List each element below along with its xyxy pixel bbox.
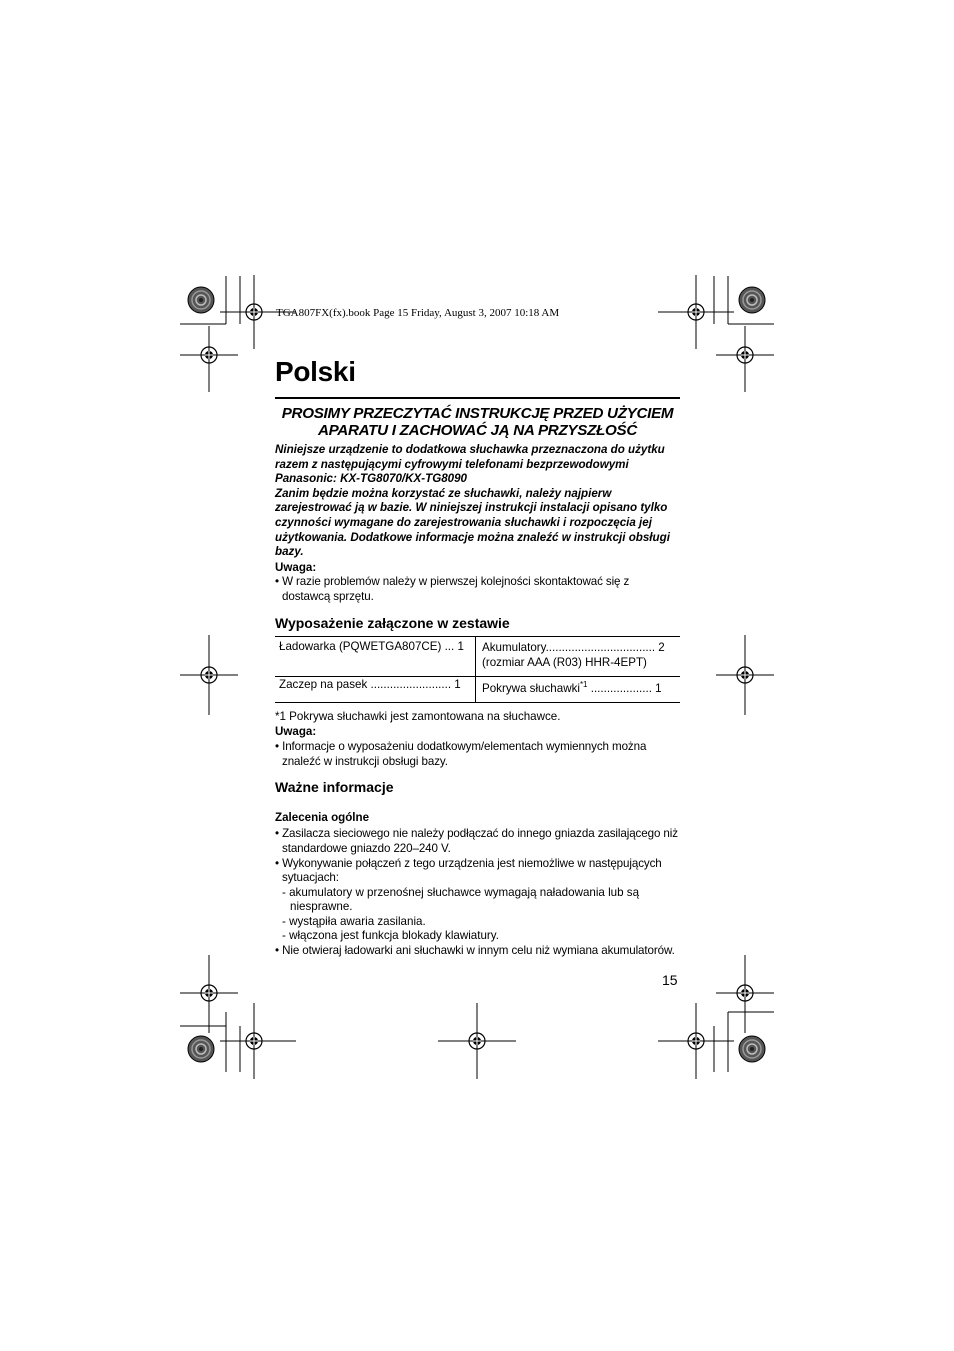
print-header: TGA807FX(fx).book Page 15 Friday, August 3, 2007 10:18 AM: [276, 307, 560, 319]
list-item: - wystąpiła awaria zasilania.: [282, 914, 426, 928]
table-row: [275, 677, 680, 702]
accessory-handset-cover-label: Pokrywa słuchawki: [482, 682, 580, 696]
accessory-handset-cover-qty: ................... 1: [587, 682, 662, 696]
accessories-table: [275, 636, 680, 703]
list-item: • Wykonywanie połączeń z tego urządzenia jest niemożliwe w następujących sytuacjach:: [275, 856, 662, 885]
headline-line-1: PROSIMY PRZECZYTAĆ INSTRUKCJĘ PRZED UŻYCIEM: [281, 405, 674, 422]
page-number: 15: [662, 972, 678, 988]
list-item: • Zasilacza sieciowego nie należy podłączać do innego gniazda zasilającego niż standardowe gniazdo 220–240 V.: [275, 827, 678, 855]
footnote-ref: *1: [579, 680, 588, 690]
table-row: [275, 637, 680, 677]
note-text: • W razie problemów należy w pierwszej kolejności skontaktować się z dostawcą sprzętu.: [275, 575, 630, 603]
note-label: Uwaga:: [275, 725, 317, 739]
note-label: Uwaga:: [275, 560, 317, 574]
accessory-handset-cover: [476, 677, 681, 702]
list-item: - akumulatory w przenośnej słuchawce wymagają naładowania lub są niesprawne.: [282, 885, 640, 914]
list-item: - włączona jest funkcja blokady klawiatury.: [282, 929, 499, 943]
page-content: [275, 405, 680, 959]
page-title: Polski: [275, 356, 356, 387]
accessory-charger: Ładowarka (PQWETGA807CE) ... 1: [275, 637, 476, 677]
general-recommendations-heading: Zalecenia ogólne: [275, 810, 370, 824]
accessory-batteries: [476, 637, 681, 677]
footnote: *1 Pokrywa słuchawki jest zamontowana na słuchawce.: [275, 709, 561, 723]
intro-paragraph-2: Zanim będzie można korzystać ze słuchawki, należy najpierw zarejestrować ją w bazie. W niniejszej instrukcji instalacji opisano tylko czynności wymagane do zarejestrowania słuchawki i rozpoczęcia jej użytkowania. Dodatkowe informacje można znaleźć w instrukcji obsługi bazy.: [275, 486, 670, 559]
accessory-batteries-spec: (rozmiar AAA (R03) HHR-4EPT): [482, 655, 647, 669]
headline: [275, 405, 680, 439]
headline-line-2: APARATU I ZACHOWAĆ JĄ NA PRZYSZŁOŚĆ: [317, 422, 638, 439]
important-heading: Ważne informacje: [275, 779, 394, 796]
accessory-batteries-label: Akumulatory.................................. 2: [482, 641, 665, 655]
intro-paragraph-1: Niniejsze urządzenie to dodatkowa słuchawka przeznaczona do użytku razem z następującymi cyfrowymi telefonami bezprzewodowymi Panasonic: KX-TG8070/KX-TG8090: [275, 443, 665, 486]
accessories-heading: Wyposażenie załączone w zestawie: [275, 614, 510, 631]
list-item: • Nie otwieraj ładowarki ani słuchawki w innym celu niż wymiana akumulatorów.: [275, 944, 675, 958]
note-text: • Informacje o wyposażeniu dodatkowym/elementach wymiennych można znaleźć w instrukcji obsługi bazy.: [275, 739, 647, 768]
accessory-belt-clip: Zaczep na pasek ......................... 1: [275, 677, 476, 702]
title-rule: [275, 397, 680, 399]
